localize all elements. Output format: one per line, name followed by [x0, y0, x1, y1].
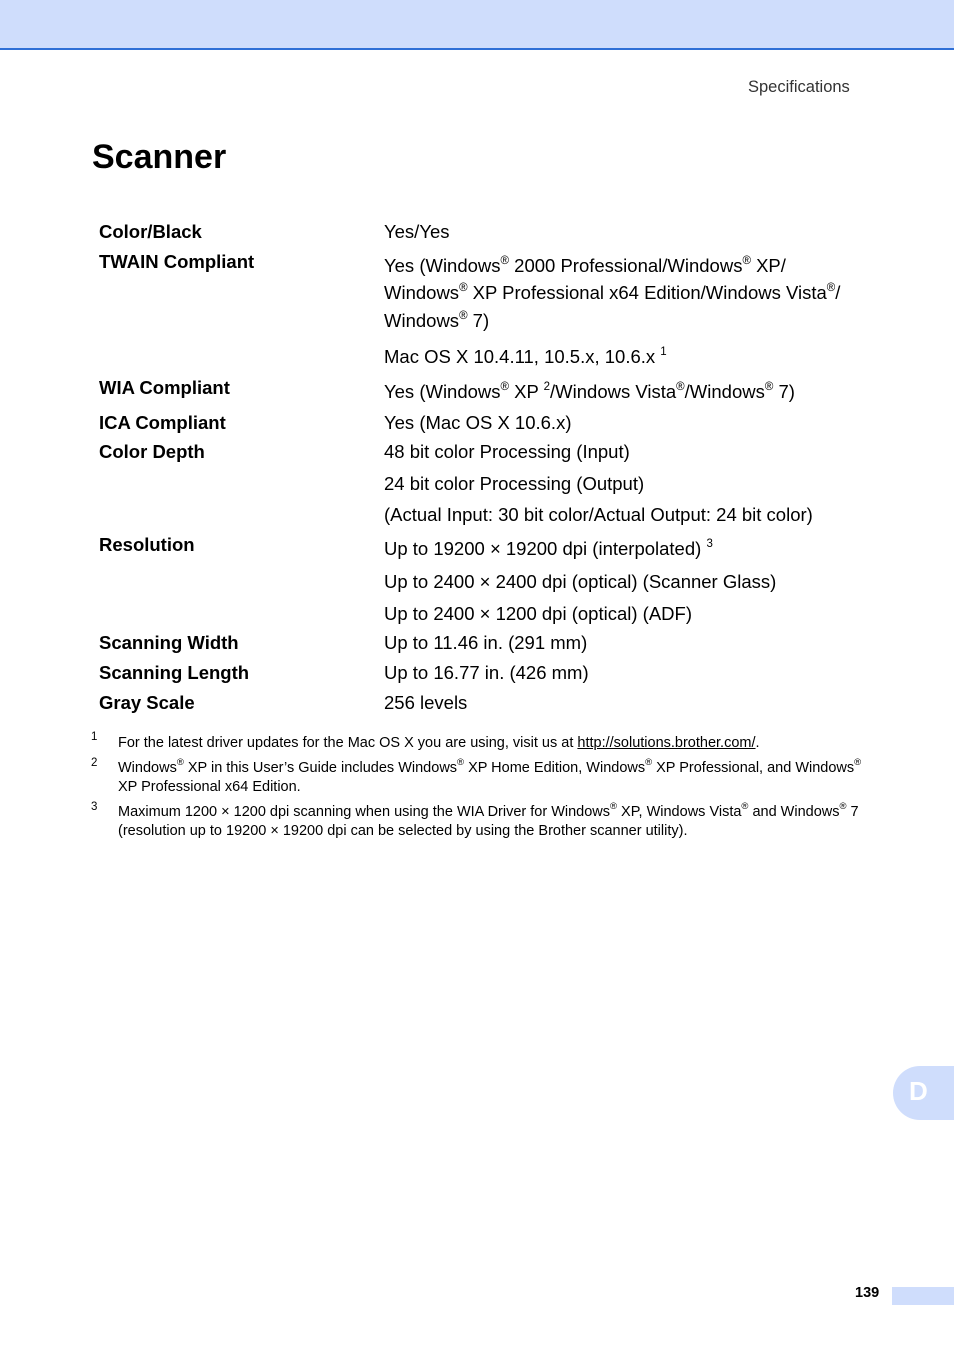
chapter-tab	[893, 1066, 954, 1120]
spec-value-resolution-3: Up to 2400 × 1200 dpi (optical) (ADF)	[384, 603, 692, 624]
running-header: Specifications	[748, 78, 850, 96]
spec-value-color-black: Yes/Yes	[384, 221, 450, 242]
footnote-ref: 2	[543, 380, 551, 393]
footnote-3-line2: (resolution up to 19200 × 19200 dpi can be selected by using the Brother scanner utility).	[118, 823, 688, 839]
header-band	[0, 0, 954, 50]
spec-value-twain-line1: Yes (Windows® 2000 Professional/Windows® XP/	[384, 254, 786, 276]
spec-value-color-depth-1: 48 bit color Processing (Input)	[384, 441, 630, 462]
spec-value-scanning-width: Up to 11.46 in. (291 mm)	[384, 632, 588, 653]
spec-label-gray-scale: Gray Scale	[99, 692, 195, 713]
footer-bar	[892, 1287, 954, 1305]
footnote-2: Windows® XP in this User’s Guide includes Windows® XP Home Edition, Windows® XP Professional, and Windows®	[118, 757, 862, 776]
footnote-1: For the latest driver updates for the Mac OS X you are using, visit us at http://solutions.brother.com/.	[118, 735, 760, 751]
spec-value-wia: Yes (Windows® XP $^2$/Windows Vista®/Windows® 7)	[384, 380, 795, 402]
footnote-1-number: 1	[91, 731, 98, 743]
spec-value-twain-line3: Windows® 7)	[384, 309, 490, 331]
brother-solutions-link[interactable]: http://solutions.brother.com/	[577, 735, 756, 751]
footnote-ref: 1	[660, 345, 667, 358]
page-number: 139	[855, 1285, 880, 1301]
spec-label-scanning-length: Scanning Length	[99, 662, 250, 683]
spec-label-color-black: Color/Black	[99, 221, 202, 242]
spec-value-resolution-1: Up to 19200 × 19200 dpi (interpolated) $^3$	[384, 537, 713, 559]
spec-value-scanning-length: Up to 16.77 in. (426 mm)	[384, 662, 589, 683]
footnote-2-number: 2	[91, 757, 98, 769]
spec-label-twain: TWAIN Compliant	[99, 251, 255, 272]
spec-value-twain-line2: Windows® XP Professional x64 Edition/Windows Vista®/	[384, 281, 841, 303]
footnote-ref: 3	[706, 537, 713, 550]
spec-value-twain-mac: Mac OS X 10.4.11, 10.5.x, 10.6.x $^1$	[384, 345, 667, 367]
spec-value-resolution-2: Up to 2400 × 2400 dpi (optical) (Scanner Glass)	[384, 571, 777, 592]
spec-label-ica: ICA Compliant	[99, 412, 226, 433]
chapter-tab-label: D	[909, 1076, 928, 1106]
spec-value-gray-scale: 256 levels	[384, 692, 468, 713]
footnote-2-line2: XP Professional x64 Edition.	[118, 779, 301, 795]
spec-label-scanning-width: Scanning Width	[99, 632, 239, 653]
footnote-3-number: 3	[91, 801, 98, 813]
spec-value-color-depth-3: (Actual Input: 30 bit color/Actual Output: 24 bit color)	[384, 504, 813, 525]
spec-label-wia: WIA Compliant	[99, 377, 230, 398]
page-title: Scanner	[92, 138, 227, 176]
spec-value-color-depth-2: 24 bit color Processing (Output)	[384, 473, 645, 494]
spec-value-ica: Yes (Mac OS X 10.6.x)	[384, 412, 572, 433]
spec-label-resolution: Resolution	[99, 534, 195, 555]
footnote-3: Maximum 1200 × 1200 dpi scanning when using the WIA Driver for Windows® XP, Windows Vista® and Windows® 7	[118, 801, 859, 820]
spec-label-color-depth: Color Depth	[99, 441, 205, 462]
